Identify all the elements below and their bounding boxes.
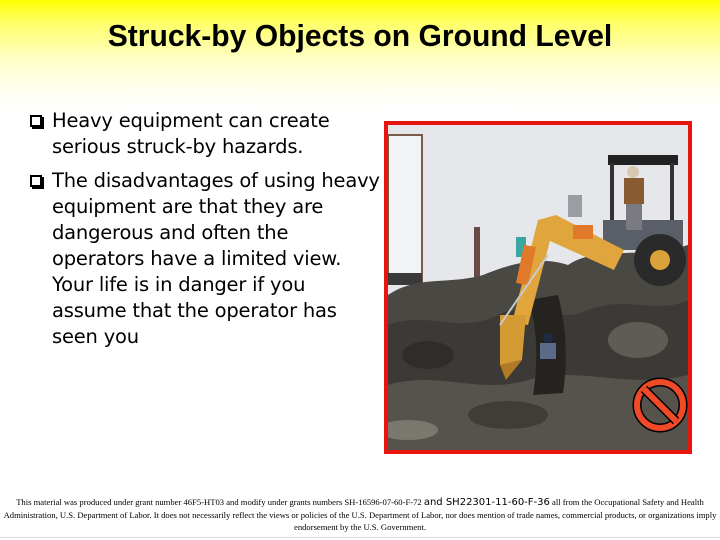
bullet-list	[30, 108, 380, 358]
bottom-divider	[0, 537, 720, 538]
checkbox-square-icon	[30, 175, 42, 187]
bullet-text: Heavy equipment can create serious struck-by hazards.	[52, 109, 330, 158]
footer-grant-number: and SH22301-11-60-F-36	[423, 497, 550, 508]
footer-disclaimer	[0, 496, 720, 533]
bullet-item	[30, 108, 380, 160]
slide-title: Struck-by Objects on Ground Level	[107, 18, 613, 53]
checkbox-square-icon	[30, 115, 42, 127]
bullet-item	[30, 168, 380, 350]
bullet-text: The disadvantages of using heavy equipment are that they are dangerous and often the operators have a limited view. Your life is in danger if you assume that the operator has seen you	[52, 169, 380, 348]
footer-text-part3: all from the Occupational Safety and Health Administration, U.S. Department of Labor. It does not necessarily reflect the views or policies of the U.S. Department of Labor, nor does mention of trade names, commercial products, or organizations imply endorsement by the U.S. Government.	[3, 497, 717, 532]
backhoe-scene-image	[388, 125, 688, 450]
photo-frame	[384, 121, 692, 454]
backhoe-photo	[388, 125, 688, 450]
footer-text-part1: This material was produced under grant number 46F5-HT03 and modify under grants numbers SH-16596-07-60-F-72	[16, 497, 424, 507]
